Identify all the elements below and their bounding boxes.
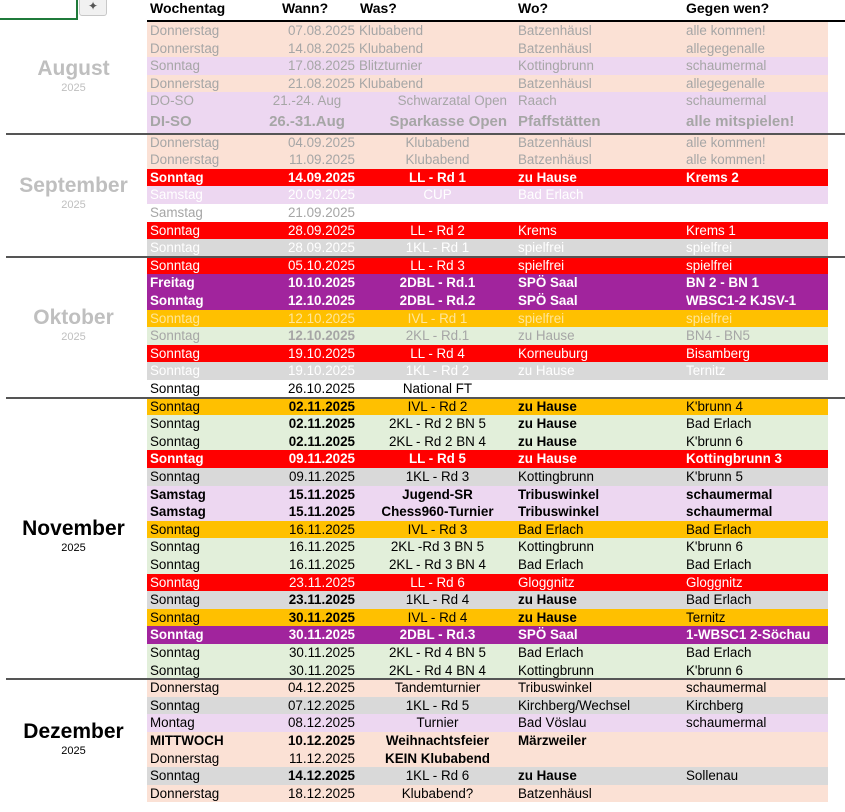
- location-cell[interactable]: Tribuswinkel: [518, 504, 600, 520]
- table-row: [147, 591, 828, 609]
- opponent-cell[interactable]: Bad Erlach: [686, 521, 752, 537]
- event-cell[interactable]: CUP: [423, 187, 452, 203]
- opponent-cell[interactable]: BN 2 - BN 1: [686, 275, 759, 291]
- day-cell[interactable]: Sonntag: [150, 768, 200, 784]
- location-cell[interactable]: Gloggnitz: [518, 574, 575, 590]
- day-cell[interactable]: Samstag: [150, 187, 203, 203]
- event-cell[interactable]: National FT: [402, 381, 473, 396]
- table-row: [147, 40, 828, 58]
- event-cell[interactable]: Klubabend: [359, 40, 424, 56]
- event-cell[interactable]: Sparkasse Open: [389, 113, 507, 130]
- table-row: [147, 468, 828, 486]
- location-cell[interactable]: Batzenhäusl: [518, 134, 592, 150]
- location-cell[interactable]: Bad Erlach: [518, 521, 584, 537]
- month-year: 2025: [61, 81, 86, 94]
- location-cell[interactable]: Krems: [518, 222, 557, 238]
- opponent-cell[interactable]: Bad Erlach: [686, 557, 752, 572]
- opponent-cell[interactable]: alle mitspielen!: [686, 113, 795, 130]
- table-row: [147, 92, 828, 110]
- table-row: [147, 785, 828, 803]
- table-row: [147, 714, 828, 732]
- header-was: Was?: [360, 0, 397, 16]
- date-cell[interactable]: 09.11.2025: [288, 451, 355, 467]
- event-cell[interactable]: 1KL - Rd 1: [405, 240, 470, 256]
- table-row: [147, 626, 828, 644]
- day-cell[interactable]: Sonntag: [150, 662, 200, 678]
- opponent-cell[interactable]: allegegenalle: [686, 75, 765, 91]
- event-cell[interactable]: IVL - Rd 2: [407, 398, 468, 414]
- date-cell[interactable]: 12.10.2025: [287, 293, 355, 308]
- opponent-cell[interactable]: schaumermal: [686, 93, 767, 109]
- date-cell[interactable]: 28.09.2025: [287, 222, 355, 238]
- day-cell[interactable]: Sonntag: [150, 328, 200, 344]
- event-cell[interactable]: Chess960-Turnier: [381, 504, 494, 520]
- day-cell[interactable]: Samstag: [150, 504, 206, 520]
- header-gegen: Gegen wen?: [686, 0, 770, 16]
- day-cell[interactable]: Sonntag: [150, 557, 200, 572]
- table-row: [147, 750, 828, 768]
- date-cell[interactable]: 28.09.2025: [287, 240, 355, 256]
- event-cell[interactable]: IVL - Rd 1: [407, 310, 468, 326]
- event-cell[interactable]: Klubabend?: [401, 785, 474, 801]
- day-cell[interactable]: Sonntag: [150, 592, 200, 608]
- event-cell[interactable]: 1KL - Rd 5: [405, 697, 470, 713]
- table-row: [147, 222, 828, 240]
- date-cell[interactable]: 14.08.2025: [287, 40, 355, 56]
- date-cell[interactable]: 02.11.2025: [288, 416, 355, 432]
- date-cell[interactable]: 20.09.2025: [287, 187, 355, 203]
- date-cell[interactable]: 14.12.2025: [287, 768, 355, 784]
- location-cell[interactable]: Märzweiler: [518, 733, 587, 748]
- day-cell[interactable]: Sonntag: [150, 433, 200, 449]
- table-row: [147, 239, 828, 257]
- date-cell[interactable]: 09.11.2025: [288, 469, 355, 484]
- location-cell[interactable]: zu Hause: [518, 433, 577, 449]
- month-label: [0, 305, 147, 343]
- day-cell[interactable]: Sonntag: [150, 398, 200, 414]
- location-cell[interactable]: Kirchberg/Wechsel: [518, 697, 631, 713]
- day-cell[interactable]: Sonntag: [150, 169, 204, 185]
- day-cell[interactable]: Donnerstag: [150, 750, 220, 766]
- event-cell[interactable]: 1KL - Rd 3: [405, 469, 470, 484]
- location-cell[interactable]: Kottingbrunn: [518, 662, 594, 678]
- header-wo: Wo?: [518, 0, 549, 16]
- date-cell[interactable]: 30.11.2025: [288, 645, 355, 660]
- table-row: [147, 169, 828, 187]
- event-cell[interactable]: LL - Rd 4: [410, 345, 465, 361]
- date-cell[interactable]: 21.09.2025: [287, 205, 355, 220]
- day-cell[interactable]: Sonntag: [150, 240, 200, 256]
- date-cell[interactable]: 16.11.2025: [288, 539, 355, 555]
- month-year: 2025: [61, 744, 86, 757]
- day-cell[interactable]: Donnerstag: [150, 23, 220, 38]
- month-year: 2025: [61, 331, 86, 344]
- date-cell[interactable]: 08.12.2025: [287, 715, 355, 731]
- day-cell[interactable]: Donnerstag: [150, 785, 220, 801]
- date-cell[interactable]: 19.10.2025: [287, 345, 355, 361]
- location-cell[interactable]: SPÖ Saal: [518, 627, 578, 643]
- day-cell[interactable]: Donnerstag: [150, 40, 220, 56]
- table-row: [147, 310, 828, 328]
- table-row: [147, 732, 828, 750]
- location-cell[interactable]: zu Hause: [518, 451, 577, 467]
- day-cell[interactable]: Sonntag: [150, 645, 200, 660]
- location-cell[interactable]: Tribuswinkel: [518, 680, 592, 696]
- event-cell[interactable]: 2KL - Rd 4 BN 4: [388, 662, 486, 678]
- opponent-cell[interactable]: Kirchberg: [686, 697, 744, 713]
- opponent-cell[interactable]: alle kommen!: [686, 23, 766, 38]
- date-cell[interactable]: 10.12.2025: [287, 733, 355, 748]
- day-cell[interactable]: Sonntag: [150, 451, 204, 467]
- table-row: [147, 345, 828, 363]
- table-row: [147, 767, 828, 785]
- event-cell[interactable]: 2KL - Rd 3 BN 4: [388, 557, 486, 572]
- day-cell[interactable]: Sonntag: [150, 345, 200, 361]
- table-row: [147, 292, 828, 310]
- event-cell[interactable]: Jugend-SR: [402, 486, 473, 502]
- date-cell[interactable]: 30.11.2025: [288, 609, 355, 625]
- month-separator: [6, 678, 845, 680]
- table-row: [147, 57, 828, 75]
- header-wann: Wann?: [282, 0, 329, 16]
- table-row: [147, 556, 828, 574]
- location-cell[interactable]: spielfrei: [518, 257, 565, 273]
- opponent-cell[interactable]: spielfrei: [686, 257, 733, 273]
- day-cell[interactable]: Donnerstag: [150, 680, 220, 696]
- opponent-cell[interactable]: K'brunn 6: [686, 662, 743, 678]
- opponent-cell[interactable]: 1-WBSC1 2-Söchau: [686, 627, 811, 643]
- date-cell[interactable]: 16.11.2025: [288, 521, 355, 537]
- event-cell[interactable]: LL - Rd 5: [408, 451, 467, 467]
- day-cell[interactable]: Sonntag: [150, 257, 200, 273]
- opponent-cell[interactable]: WBSC1-2 KJSV-1: [686, 293, 797, 308]
- date-cell[interactable]: 23.11.2025: [288, 574, 355, 590]
- event-cell[interactable]: Turnier: [416, 715, 459, 731]
- table-row: [147, 204, 828, 222]
- location-cell[interactable]: zu Hause: [518, 328, 575, 344]
- location-cell[interactable]: Batzenhäusl: [518, 23, 592, 38]
- day-cell[interactable]: DO-SO: [150, 93, 194, 109]
- opponent-cell[interactable]: Krems 2: [686, 169, 739, 185]
- event-cell[interactable]: LL - Rd 1: [408, 169, 467, 185]
- day-cell[interactable]: Samstag: [150, 205, 203, 220]
- day-cell[interactable]: Sonntag: [150, 58, 200, 74]
- event-cell[interactable]: 2KL - Rd 4 BN 5: [388, 645, 486, 660]
- date-cell[interactable]: 04.12.2025: [287, 680, 355, 696]
- opponent-cell[interactable]: Sollenau: [686, 768, 739, 784]
- location-cell[interactable]: Bad Erlach: [518, 557, 584, 572]
- event-cell[interactable]: IVL - Rd 4: [407, 609, 468, 625]
- table-row: [147, 433, 828, 451]
- date-cell[interactable]: 23.11.2025: [288, 592, 355, 608]
- day-cell[interactable]: Sonntag: [150, 416, 200, 432]
- day-cell[interactable]: Sonntag: [150, 363, 200, 379]
- event-cell[interactable]: Klubabend: [405, 134, 470, 150]
- table-row: [147, 274, 828, 292]
- opponent-cell[interactable]: spielfrei: [686, 240, 733, 256]
- day-cell[interactable]: MITTWOCH: [150, 733, 224, 748]
- opponent-cell[interactable]: Gloggnitz: [686, 574, 743, 590]
- opponent-cell[interactable]: K'brunn 6: [686, 539, 743, 555]
- table-row: [147, 327, 828, 345]
- opponent-cell[interactable]: spielfrei: [686, 310, 733, 326]
- month-name: August: [37, 56, 110, 80]
- event-cell[interactable]: 1KL - Rd 2: [405, 363, 470, 379]
- table-row: [147, 75, 828, 93]
- location-cell[interactable]: Kottingbrunn: [518, 58, 594, 74]
- date-cell[interactable]: 26.10.2025: [287, 381, 355, 396]
- month-name: Oktober: [33, 306, 114, 330]
- month-separator: [6, 397, 845, 399]
- opponent-cell[interactable]: BN4 - BN5: [686, 328, 750, 344]
- date-cell[interactable]: 18.12.2025: [287, 785, 355, 801]
- table-row: [147, 662, 828, 680]
- event-cell[interactable]: IVL - Rd 3: [407, 521, 468, 537]
- table-row: [147, 134, 828, 152]
- opponent-cell[interactable]: K'brunn 6: [686, 433, 743, 449]
- day-cell[interactable]: Donnerstag: [150, 134, 220, 150]
- event-cell[interactable]: Schwarzatal Open: [397, 93, 507, 109]
- opponent-cell[interactable]: Kottingbrunn 3: [686, 451, 782, 467]
- opponent-cell[interactable]: schaumermal: [686, 504, 773, 520]
- selected-cell[interactable]: [0, 0, 78, 20]
- month-year: 2025: [61, 199, 86, 212]
- event-cell[interactable]: Klubabend: [359, 23, 424, 38]
- magic-wand-icon[interactable]: ✦: [79, 0, 107, 16]
- opponent-cell[interactable]: Krems 1: [686, 222, 736, 238]
- date-cell[interactable]: 11.12.2025: [288, 750, 355, 766]
- date-cell[interactable]: 07.12.2025: [287, 697, 355, 713]
- date-cell[interactable]: 05.10.2025: [287, 257, 355, 273]
- date-cell[interactable]: 07.08.2025: [287, 23, 355, 38]
- table-row: [147, 415, 828, 433]
- table-row: [147, 151, 828, 169]
- month-label: [0, 56, 147, 94]
- opponent-cell[interactable]: alle kommen!: [686, 134, 766, 150]
- opponent-cell[interactable]: Bad Erlach: [686, 416, 752, 432]
- location-cell[interactable]: Bad Vöslau: [518, 715, 587, 731]
- date-cell[interactable]: 02.11.2025: [288, 433, 355, 449]
- date-cell[interactable]: 15.11.2025: [288, 486, 355, 502]
- date-cell[interactable]: 15.11.2025: [288, 504, 355, 520]
- event-cell[interactable]: 1KL - Rd 6: [405, 768, 470, 784]
- location-cell[interactable]: SPÖ Saal: [518, 275, 578, 291]
- event-cell[interactable]: Tandemturnier: [394, 680, 481, 696]
- date-cell[interactable]: 12.10.2025: [287, 328, 355, 344]
- day-cell[interactable]: Sonntag: [150, 609, 200, 625]
- day-cell[interactable]: Sonntag: [150, 539, 200, 555]
- opponent-cell[interactable]: K'brunn 4: [686, 398, 743, 414]
- location-cell[interactable]: zu Hause: [518, 592, 577, 608]
- event-cell[interactable]: 2DBL - Rd.3: [399, 627, 476, 643]
- table-row: [147, 380, 828, 398]
- location-cell[interactable]: Batzenhäusl: [518, 75, 592, 91]
- event-cell[interactable]: 1KL - Rd 4: [405, 592, 470, 608]
- month-label: [0, 173, 147, 211]
- location-cell[interactable]: spielfrei: [518, 240, 565, 256]
- day-cell[interactable]: Montag: [150, 715, 195, 731]
- location-cell[interactable]: Pfaffstätten: [518, 113, 601, 130]
- date-cell[interactable]: 16.11.2025: [288, 557, 355, 572]
- day-cell[interactable]: DI-SO: [150, 113, 192, 130]
- opponent-cell[interactable]: Bad Erlach: [686, 592, 752, 608]
- day-cell[interactable]: Sonntag: [150, 222, 200, 238]
- event-cell[interactable]: Weihnachtsfeier: [385, 733, 490, 748]
- event-cell[interactable]: LL - Rd 2: [410, 222, 465, 238]
- day-cell[interactable]: Sonntag: [150, 697, 200, 713]
- event-cell[interactable]: LL - Rd 6: [410, 574, 465, 590]
- table-row: [147, 398, 828, 416]
- month-name: Dezember: [23, 719, 124, 743]
- table-row: [147, 257, 828, 275]
- date-cell[interactable]: 14.09.2025: [287, 169, 355, 185]
- event-cell[interactable]: 2KL -Rd 3 BN 5: [390, 539, 485, 555]
- location-cell[interactable]: Bad Erlach: [518, 187, 584, 203]
- table-row: [147, 574, 828, 592]
- date-cell[interactable]: 17.08.2025: [287, 58, 355, 74]
- location-cell[interactable]: zu Hause: [518, 609, 577, 625]
- opponent-cell[interactable]: alle kommen!: [686, 152, 766, 168]
- event-cell[interactable]: 2KL - Rd.1: [405, 328, 470, 344]
- location-cell[interactable]: Korneuburg: [518, 345, 588, 361]
- location-cell[interactable]: zu Hause: [518, 363, 575, 379]
- event-cell[interactable]: Klubabend: [405, 152, 470, 168]
- date-cell[interactable]: 04.09.2025: [287, 134, 355, 150]
- day-cell[interactable]: Sonntag: [150, 310, 200, 326]
- day-cell[interactable]: Sonntag: [150, 521, 200, 537]
- date-cell[interactable]: 21.-24. Aug: [272, 93, 342, 109]
- day-cell[interactable]: Sonntag: [150, 381, 200, 396]
- event-cell[interactable]: Blitzturnier: [359, 58, 423, 74]
- location-cell[interactable]: zu Hause: [518, 398, 577, 414]
- table-row: [147, 697, 828, 715]
- table-header: [0, 0, 845, 22]
- location-cell[interactable]: SPÖ Saal: [518, 293, 578, 308]
- day-cell[interactable]: Sonntag: [150, 469, 200, 484]
- table-row: [147, 450, 828, 468]
- day-cell[interactable]: Freitag: [150, 275, 195, 291]
- location-cell[interactable]: Batzenhäusl: [518, 152, 592, 168]
- opponent-cell[interactable]: schaumermal: [686, 486, 773, 502]
- location-cell[interactable]: Kottingbrunn: [518, 469, 594, 484]
- location-cell[interactable]: Tribuswinkel: [518, 486, 600, 502]
- month-label: [0, 719, 147, 757]
- table-row: [147, 521, 828, 539]
- location-cell[interactable]: spielfrei: [518, 310, 565, 326]
- location-cell[interactable]: Raach: [518, 93, 557, 109]
- month-separator: [6, 256, 845, 258]
- event-cell[interactable]: 2DBL - Rd.1: [399, 275, 476, 291]
- table-row: [147, 538, 828, 556]
- event-cell[interactable]: KEIN Klubabend: [385, 750, 490, 766]
- table-row: [147, 679, 828, 697]
- opponent-cell[interactable]: Bad Erlach: [686, 645, 752, 660]
- date-cell[interactable]: 30.11.2025: [288, 627, 355, 643]
- table-row: [147, 486, 828, 504]
- event-cell[interactable]: LL - Rd 3: [410, 257, 465, 273]
- day-cell[interactable]: Sonntag: [150, 293, 204, 308]
- day-cell[interactable]: Donnerstag: [150, 75, 220, 91]
- day-cell[interactable]: Donnerstag: [150, 152, 220, 168]
- day-cell[interactable]: Sonntag: [150, 574, 200, 590]
- event-cell[interactable]: 2KL - Rd 2 BN 4: [388, 433, 486, 449]
- table-row: [147, 110, 828, 134]
- month-name: November: [22, 517, 125, 541]
- opponent-cell[interactable]: schaumermal: [686, 715, 767, 731]
- date-cell[interactable]: 30.11.2025: [288, 662, 355, 678]
- event-cell[interactable]: 2DBL - Rd.2: [399, 293, 476, 308]
- date-cell[interactable]: 21.08.2025: [287, 75, 355, 91]
- table-row: [147, 186, 828, 204]
- day-cell[interactable]: Samstag: [150, 486, 206, 502]
- location-cell[interactable]: zu Hause: [518, 416, 577, 432]
- location-cell[interactable]: zu Hause: [518, 768, 577, 784]
- date-cell[interactable]: 12.10.2025: [287, 310, 355, 326]
- location-cell[interactable]: Kottingbrunn: [518, 539, 594, 555]
- table-row: [147, 362, 828, 380]
- day-cell[interactable]: Sonntag: [150, 627, 204, 643]
- header-wochentag: Wochentag: [150, 0, 226, 16]
- table-row: [147, 609, 828, 627]
- opponent-cell[interactable]: schaumermal: [686, 58, 767, 74]
- opponent-cell[interactable]: K'brunn 5: [686, 469, 743, 484]
- opponent-cell[interactable]: Ternitz: [686, 363, 726, 379]
- date-cell[interactable]: 02.11.2025: [288, 398, 355, 414]
- table-row: [147, 503, 828, 521]
- location-cell[interactable]: zu Hause: [518, 169, 577, 185]
- table-row: [147, 22, 828, 40]
- opponent-cell[interactable]: allegegenalle: [686, 40, 765, 56]
- location-cell[interactable]: Bad Erlach: [518, 645, 584, 660]
- month-name: September: [19, 174, 128, 198]
- event-cell[interactable]: 2KL - Rd 2 BN 5: [388, 416, 486, 432]
- location-cell[interactable]: Batzenhäusl: [518, 40, 592, 56]
- opponent-cell[interactable]: Ternitz: [686, 609, 726, 625]
- location-cell[interactable]: Batzenhäusl: [518, 785, 592, 801]
- date-cell[interactable]: 11.09.2025: [288, 152, 355, 168]
- date-cell[interactable]: 10.10.2025: [287, 275, 355, 291]
- month-year: 2025: [61, 542, 86, 555]
- opponent-cell[interactable]: Bisamberg: [686, 345, 751, 361]
- date-cell[interactable]: 26.-31.Aug: [269, 113, 345, 130]
- event-cell[interactable]: Klubabend: [359, 75, 424, 91]
- month-label: [0, 516, 147, 554]
- date-cell[interactable]: 19.10.2025: [287, 363, 355, 379]
- table-row: [147, 644, 828, 662]
- month-separator: [6, 133, 845, 135]
- opponent-cell[interactable]: schaumermal: [686, 680, 767, 696]
